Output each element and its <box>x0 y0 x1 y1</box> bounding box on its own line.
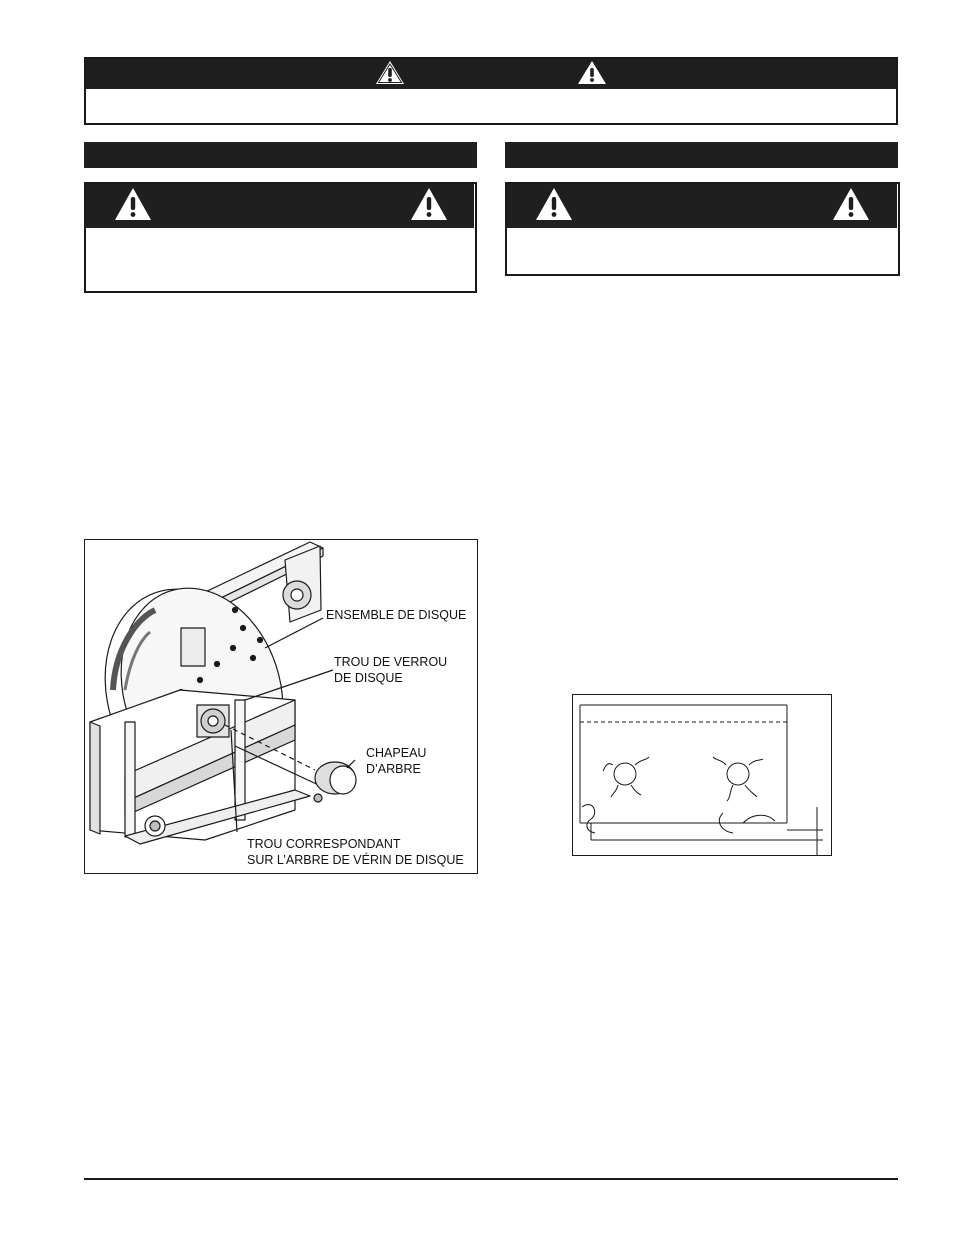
label-disc-assembly: ENSEMBLE DE DISQUE <box>326 608 467 622</box>
left-section-header <box>84 142 477 168</box>
warning-triangle-icon <box>831 186 871 222</box>
panel-diagram-drawing <box>573 695 831 855</box>
disc-assembly-figure <box>84 539 478 874</box>
label-matching-hole-line1: TROU CORRESPONDANT <box>247 837 401 851</box>
label-shaft-cap-line2: D’ARBRE <box>366 762 421 776</box>
panel-diagram-figure <box>572 694 832 856</box>
warning-triangle-icon <box>534 186 574 222</box>
disc-assembly-drawing <box>85 540 477 873</box>
label-lock-hole-line2: DE DISQUE <box>334 671 403 685</box>
label-lock-hole-line1: TROU DE VERROU <box>334 655 448 669</box>
label-shaft-cap-line1: CHAPEAU <box>366 746 427 760</box>
top-warning-box <box>84 57 898 125</box>
warning-triangle-icon <box>576 59 608 86</box>
warning-triangle-icon <box>409 186 449 222</box>
warning-triangle-icon <box>113 186 153 222</box>
right-section-header <box>505 142 898 168</box>
warning-triangle-icon <box>374 59 406 86</box>
label-matching-hole-line2: SUR L’ARBRE DE VÉRIN DE DISQUE <box>247 853 464 867</box>
top-warning-header <box>86 59 896 89</box>
footer-rule <box>84 1178 898 1180</box>
